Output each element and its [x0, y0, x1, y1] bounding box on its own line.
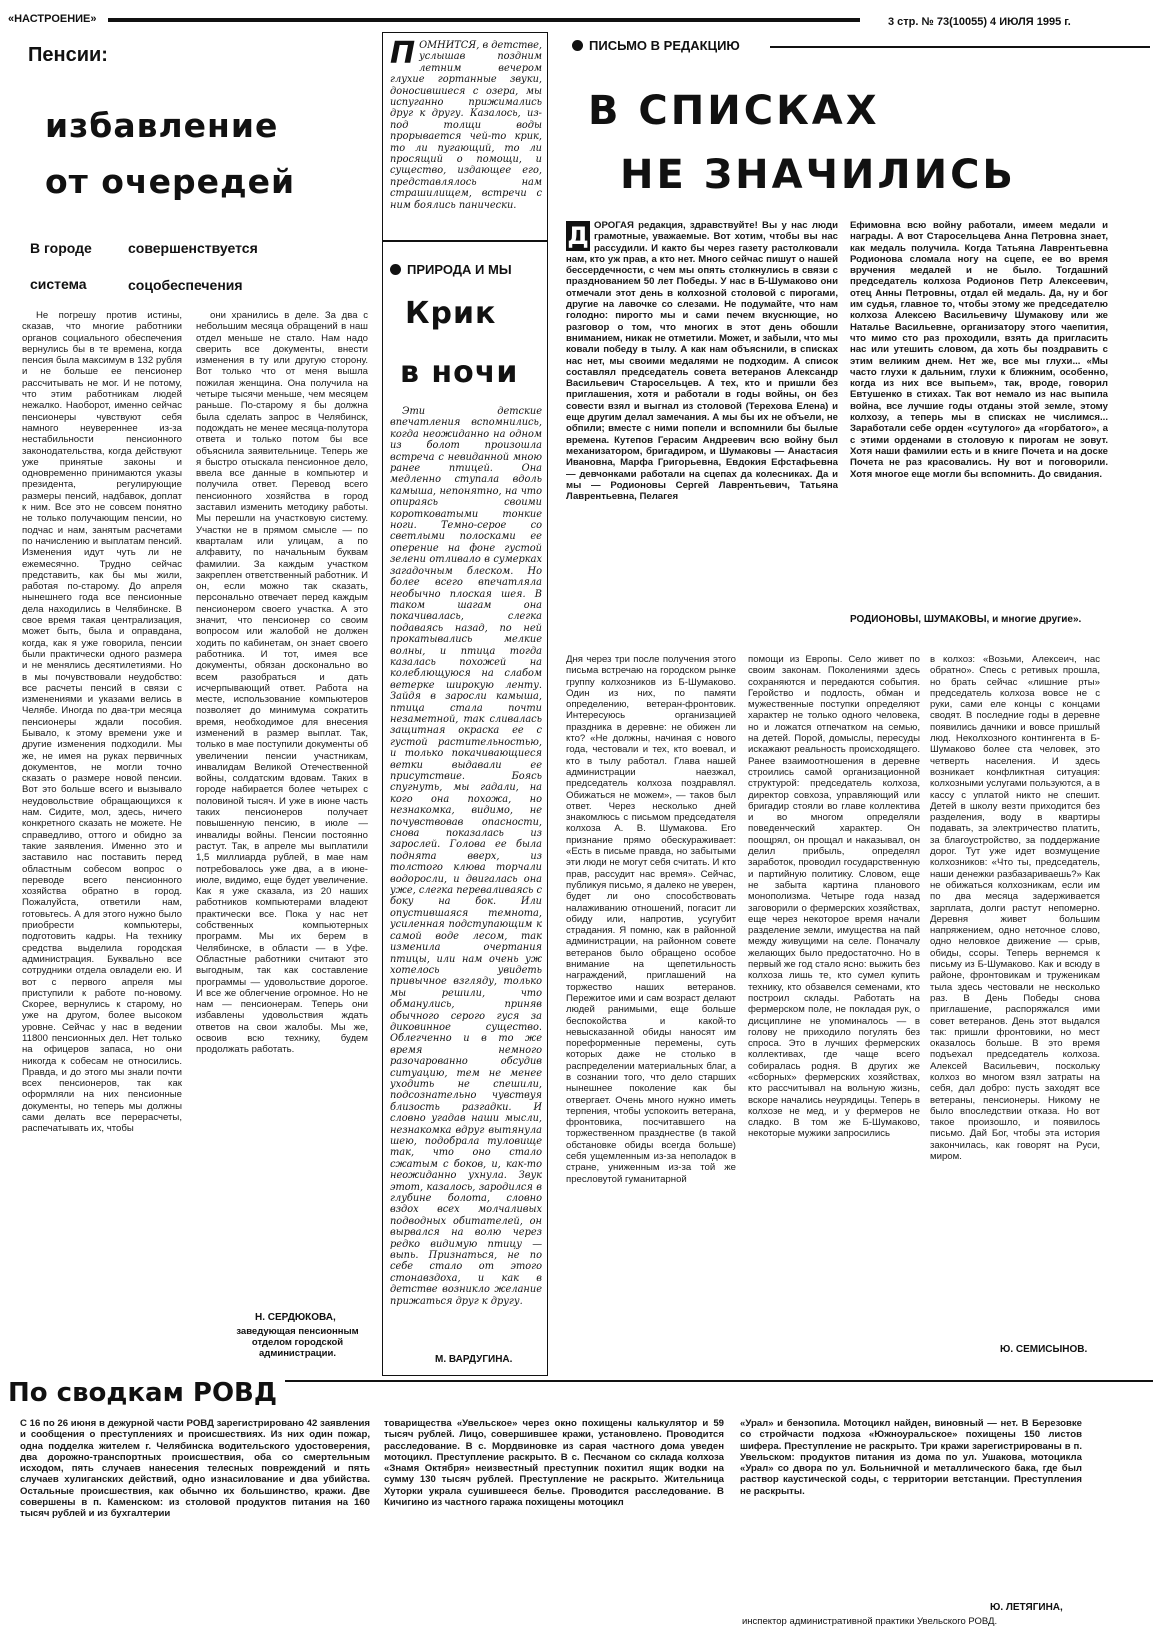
rubric-bullet-icon	[390, 264, 401, 275]
letter-rubric: ПИСЬМО В РЕДАКЦИЮ	[572, 38, 740, 53]
letter-signature: Ю. СЕМИСЫНОВ.	[1000, 1344, 1088, 1355]
pensions-column-1: Не погрешу против истины, сказав, что многие работники органов социального обеспечения вернулись бы в те времена, когда пенсия была максимум в 132 рубля и не больше ее пенсионер рассчитывать не мог. И не потому, что этим работникам людей нежалко. Наоборот, именно сейчас пенсионеры чувствуют себя намного неувереннее из-за нестабильности пенсионного законодательства, когда действуют уже принятые законы и одновременно принимаются указы президента, регулирующие размеры пенсий, надбавок, доплат к ним. Все это не совсем понятно не только получающим пенсии, но подчас и нам, занятым расчетами по начислению и выплатам пенсий. Изменения идут чуть ли не ежемесячно. Трудно сейчас представить, как бы мы жили, работая по-старому. До апреля нынешнего года все пенсионные дела находились в Челябинске. В свое время такая централизация, может быть, была и оправдана, когда, как я уже говорила, пенсии были практически одного размера и не менялись десятилетиями. Но в мы почувствовали неудобство: все расчеты пенсий в связи с изменениями и указами велись в Челябе. Иногда по два-три месяца пенсионеры ждали пособия. Бывало, к этому времени уже и другие изменения подходили. Мы же, не имея на руках первичных документов, не могли точно сказать о размере новой пенсии. Вот это больше всего и вызывало неудовольствие обращающихся к нам. Сидите, мол, здесь, ничего конкретного сказать не можете. Не справедливо, оттого и обидно за такие заявления. Именно это и заставило нас поставить перед областным собесом вопрос о переводе всего пенсионного хозяйства обратно в город. Пожалуйста, ответили нам, готовьтесь. А для этого нужно было приобрести компьютеры, подготовить кадры. На технику средства выделила городская администрация. Буквально все сотрудники отдела овладели ею. И вот с первого апреля мы приступили к работе по-новому. Скорее, вернулись к старому, но уже на другом, более высоком уровне. Сейчас у нас в ведении 11800 пенсионных дел. Нет только на офицеров запаса, но они никогда к собесам не относились. Правда, и до этого мы знали почти всех пенсионеров, так как оформляли на них пенсионные документы, но теперь мы должны сами делать все перерасчеты, распечатывать их, чтобы	[22, 310, 182, 1135]
pensions-title-line1: избавление	[45, 106, 279, 145]
rovd-column-2: товарищества «Увельское» через окно похищены калькулятор и 59 тысяч рублей. Лицо, совершившее кражи, установлено. Проводится расследование. В с. Мордвиновке из сарая частного дома уведен мотоцикл. Преступление раскрыто. В с. Песчаном со склада колхоза «Знамя Октября» неизвестный преступник похитил ящик водки на сумму 130 тысяч рублей. Преступление не раскрыто. Жительница Хуторки украла сушившееся белье. Проводится расследование. В Кичигино из частного гаража похищены мотоцикл	[384, 1418, 724, 1509]
nature-signature: М. ВАРДУГИНА.	[435, 1354, 513, 1365]
section-label: «НАСТРОЕНИЕ»	[8, 13, 97, 25]
nature-title-line2: в ночи	[400, 355, 519, 390]
rovd-title: По сводкам РОВД	[8, 1378, 285, 1408]
header-rule	[108, 18, 860, 22]
pensions-subtitle-1a: В городе	[30, 240, 92, 256]
letter-body-column-2: помощи из Европы. Село живет по своим законам. Поколениями здесь сохраняются и передаются события. Геройство и подлость, обман и мужественные поступки определяют характер не только одного человека, но и ложатся отпечатком на семью, на детей. Порой, домыслы, пересуды искажают реальность происходящего. Ранее взаимоотношения в деревне строились самой организационной структурой: председатель колхоза, директор совхоза, управляющий или бригадир стояли во главе коллектива и во многом определяли поведенческий характер. Он поощрял, он прощал и наказывал, он делил прибыль, определял заработок, проводил государственную и партийную политику. Словом, еще не забыта картина планового монополизма. Четыре года назад заговорили о фермерских хозяйствах, еще через некоторое время начали разделение земли, имущества на пай между живущими на селе. Поначалу желающих было предостаточно. Но в первый же год стало ясно: выжить без колхоза лишь те, кто сумел купить технику, кто обзавелся семенами, кто построил склады. Работать на фермерском поле, не покладая рук, о дисциплине не упоминалось — в голову не приходило погулять без спроса. Это в лучших фермерских коллективах, где чаще всего собиралась родня. В других же «сборных» фермерских хозяйствах, кто рассчитывал на вольную жизнь, вскоре начались неурядицы. Теперь в колхозе не мед, и у фермеров не сладко. В том же Б-Шумаково, некоторые мужики запросились	[748, 654, 920, 1140]
pensions-subtitle-2b: соцобеспечения	[128, 277, 243, 293]
pensions-signature: Н. СЕРДЮКОВА,	[255, 1312, 336, 1323]
letter-title-line2: НЕ ЗНАЧИЛИСЬ	[620, 152, 1016, 198]
letter-lead-column-2: Ефимовна всю войну работали, имеем медали и награды. А вот Старосельцева Анна Петровна знает, как медаль получила. Когда Татьяна Лаврентьевна Родионова сломала ногу на сцепе, ее во время вручения медалей и не было. Тогдашний председатель колхоза Родионов Петр Алексеевич, отец Анны Петровны, отдал ей медаль. Да, ну и бог им судья, главное то, чтобы этому же председателю колхоза Алексею Васильевичу Шумакову или же Наталье Васильевне, организатору этого чаепития, что мимо сто раз проходили, взять да пригласить нас или утешить словом, да хоть бы поздравить с этим великим днем. Нет же, все мы глухи... «Мы часто глухи к дальним, глухи к ближним, особенно, когда из них все выпьем», так, вроде, говорил Евтушенко в стихах. Так вот немало из нас выпила война, все лучшие годы отданы этой земле, этому колхозу, а теперь мы в списках не числимся... Заработали себе орден «сутулого» да «горбатого», а с этими орденами в столовую к пирогам не зовут. Хотя наши фамилии есть и в книге Почета и на доске Почета не раз красовались. Ну вот и поговорили. Хотя многое еще могли бы вспомнить. До свидания.	[850, 220, 1108, 480]
nature-intro	[390, 40, 542, 236]
letter-dropcap: Д	[567, 222, 589, 250]
pensions-signature-role: заведующая пенсионным отделом городской администрации.	[236, 1326, 359, 1359]
rovd-column-1: С 16 по 26 июня в дежурной части РОВД зарегистрировано 42 заявления и сообщения о преступлениях и происшествиях. Из них один пожар, одна подделка жителем г. Челябинска водительского удостоверения, два дорожно-транспортных происшествия, оба со смертельным исходом, пять случаев нанесения телесных повреждений и пять случаев хулиганских действий, одно изнасилование и два убийства. Остальные происшествия, как обычно их большинство, кражи. Две совершены в п. Каменском: из столовой продуктов питания на 160 тысяч рублей и из бухгалтерии	[20, 1418, 370, 1520]
nature-rubric: ПРИРОДА И МЫ	[390, 262, 512, 277]
issue-line: 3 стр. № 73(10055) 4 ИЮЛЯ 1995 г.	[888, 16, 1071, 28]
pensions-subtitle-1b: совершенствуется	[128, 240, 258, 256]
letter-lead-signature: РОДИОНОВЫ, ШУМАКОВЫ, и многие другие».	[850, 614, 1082, 625]
rubric-bullet-icon	[572, 40, 583, 51]
pensions-column-2: они хранились в деле. За два с небольшим месяца обращений в наш отдел меньше не стало. Нам надо сверить все документы, внести изменения в ту или другую сторону. Вот только что от меня вышла пожилая женщина. Она получила на четыре тысячи меньше, чем месяцем раньше. По-старому я бы должна была сделать запрос в Челябинск, подождать не менее месяца-полутора ответа и только потом бы все объяснила заявительнице. Теперь же я быстро отыскала пенсионное дело, ввела все данные в компьютер и получила ответ. Перевод всего пенсионного хозяйства в город заставил изменить методику работы. Мы перешли на участковую систему. Участки не в прямом смысле — по кварталам или улицам, а по алфавиту, по начальным буквам фамилии. За каждым участком закреплен ответственный работник. И он, если можно так сказать, персонально отвечает перед каждым пенсионером своего участка. А это значит, что пенсионер со своим вопросом или жалобой не должен ходить по кабинетам, он знает своего работника. И тот, имея все документы, обязан досконально во всем разобраться и дать исчерпывающий ответ. Работа на месте, использование компьютеров позволяет до минимума сократить время, необходимое для внесения изменений в размер выплат. Так, только в мае поступили документы об увеличении пенсии участникам, инвалидам Великой Отечественной войны, солдатским вдовам. Таких в городе набирается более четырех с половиной тысяч. И уже в июне часть таких пенсионеров получает повышенную пенсию, в июле — инвалиды войны. Пенсии постоянно растут. Так, в апреле мы выплатили 1,5 миллиарда рублей, в мае нам потребовалось уже два, а в июне-июле, видимо, еще будет увеличение. Как я уже сказала, из 20 наших работников компьютерами владеют практически все. Пока у нас нет собственных компьютерных программ. Мы их берем в Челябинске, в области — в Уфе. Областные работники считают это выгодным, так как составление программы — удовольствие дорогое. И все же облегчение огромное. Но не нам — пенсионерам. Теперь они избавлены удовольствия ждать ответов на свои жалобы. Мы же, освоив всю технику, будем продолжать работать.	[196, 310, 368, 1056]
rovd-signature: Ю. ЛЕТЯГИНА,	[990, 1602, 1063, 1613]
pensions-title-line2: от очередей	[45, 162, 296, 201]
rovd-signature-role: инспектор административной практики Увельского РОВД.	[742, 1616, 998, 1627]
letter-body-column-1: Дня через три после получения этого письма встречаю на городском рынке группу колхозников из Б-Шумаково. Один из них, по памяти определению, ветеран-фронтовик. Интересуюсь организацией праздника в деревне: не обижен ли кто? «Не должны, начиная с нового года, честовали и тех, кто воевал, и кто в тылу работал. Глава нашей администрации наезжал, председатель колхоза поздравлял. Обижаться не можем», — таков был ответ. Через несколько дней знакомлюсь с письмом председателя колхоза А. В. Шумакова. Его признание прямо обескураживает: «Есть в письме правда, но забытыми эти люди не могут себя считать. И кто прав, рассудит нас время». Сейчас, публикуя письмо, я далеко не уверен, будет ли оно способствовать налаживанию отношений, погасит ли обиду или, напротив, усугубит страдания. Я помню, как в районной администрации, на районном совете ветеранов было обращено особое внимание на щепетильность награждений, приглашений на торжество наших ветеранов. Пережитое ими и сам возраст делают людей ранимыми, еще больше беспокойства и какой-то невысказанной обиды наносят им пореформенные перемены, суть которых даже не столько в распределении материальных благ, а в сознании того, что дело старших нынешнее поколение как бы отвергает. Очень много нужно иметь терпения, чтобы успокоить ветерана, фронтовика, посчитавшего на торжественном празднестве (в такой обстановке обиды всегда больше) себя ущемленным из-за неполадок в стране, униженным из-за той же пресловутой гуманитарной	[566, 654, 736, 1185]
nature-intro-dropcap: П	[390, 40, 416, 71]
rovd-column-3: «Урал» и бензопила. Мотоцикл найден, виновный — нет. В Березовке со стройчасти подхоза «Южноуральское» похищены 150 листов шифера. Преступление не раскрыто. Три кражи зарегистрированы в п. Увельском: продуктов питания из дома по ул. Ушакова, мотоцикла «Урал» со двора по ул. Больничной и металлического бака, где был раствор каустической соды, с территории ветстанции. Преступления не раскрыты.	[740, 1418, 1082, 1497]
pensions-kicker: Пенсии:	[28, 44, 108, 66]
nature-title-line1: Крик	[405, 296, 497, 331]
letter-title-line1: В СПИСКАХ	[588, 88, 880, 134]
letter-rubric-rule	[770, 46, 1150, 48]
nature-intro-text: ОМНИТСЯ, в детстве, услышав поздним летним вечером глухие гортанные звуки, доносившиеся с озера, мы испуганно прижимались друг к другу. Казалось, из-под толщи воды прорывается чей-то крик, то ли пугающий, то ли просящий о помощи, и существо, издающее его, представлялось нам страшилищем, встречи с ним боялись панически.	[390, 40, 542, 211]
letter-body-column-3: в колхоз: «Возьми, Алексеич, нас обратно». Спесь с ретивых прошла, но брать сейчас «лишние рты» председатель колхоза вовсе не с руки, сами еле концы с концами сводят. В последние годы в деревне появились дачники и вовсе пришлый люд. Неколхозного контингента в Б-Шумаково более ста человек, это четверть населения. И здесь возникает конфликтная ситуация: колхозными услугами пользуются, а в кассу с уплатой никто не спешит. Детей в школу везти приходится без разделения, воду в квартиры подавать, за электричество платить, за благоустройство, за поддержание дорог. Тут уже идет возмущение колхозников: «Что ты, председатель, наши денежки разбазариваешь?» Как не обижаться колхозникам, если им по два месяца задерживается зарплата, долги растут непомерно. Деревня живет большим напряжением, одно неточное слово, одно неловкое движение — срыв, обиды, ссоры. Теперь вернемся к письму из Б-Шумаково. Как и всюду в районе, фронтовикам и труженикам тыла здесь честовали не несколько раз. В День Победы снова приглашение, распоряжался ими совет ветеранов. День этот выдался так: пришли фронтовики, но мест оказалось больше. В это время подъехал председатель колхоза. Алексей Васильевич, поскольку колхоз во многом взял затраты на себя, дал добро: пусть заходят все ветераны, пенсионеры. Никому не было впоследствии отказа. Но вот такое произошло, и появилось письмо. Дай Бог, чтобы эта история закончилась, как говорят на Руси, миром.	[930, 654, 1100, 1163]
nature-divider	[383, 240, 547, 242]
nature-body: Эти детские впечатления вспомнились, когда неожиданно на одном из болот произошла встреча с невиданной мною ранее птицей. Она медленно ступала вдоль камыша, непонятно, на что опираясь своими коротковатыми тонкие ноги. Темно-серое со светлыми полосками ее оперение на фоне густой зелени отливало в сумерках загадочным блеском. Но более всего впечатляла необычно плоская шея. В таком шагам она покачивалась, слегка подаваясь назад, по ней прокатывались мелкие волны, и птица тогда казалась похожей на колеблющуюся на слабом ветерке широкую ленту. Зайдя в заросли камыша, птица стала почти незаметной, так сливалась защитная окраска ее с густой растительностью, и только покачивающиеся ветки выдавали ее присутствие. Боясь спугнуть, мы гадали, на кого она похожа, но незнакомка, видимо, не почувствовав опасности, снова показалась из зарослей. Голова ее была поднята вверх, из толстого клюва торчали водоросли, и двигалась она уже, слегка переваливаясь с боку на бок. Или опустившаяся темнота, усиленная подступающим к самой воде лесом, так изменила очертания птицы, или нам очень уж хотелось увидеть привычное взгляду, только мы решили, что обманулись, приняв обычного серого гуся за диковинное существо. Облегченно и в то же время немного разочарованно обсудив ситуацию, тем не менее уходить не спешили, подсознательно чувствуя близость разгадки. И словно угадав наши мысли, незнакомка вдруг вытянула шею, подобрала туловище так, что оно стало сжатым с боков, и, как-то неожиданно ухнула. Звук этот, казалось, зародился в глубине болота, словно вздох всех молчаливых подводных обитателей, он вырвался на волю через редко видимую птицу — выпь. Признаться, не по себе стало от этого стонавздоха, и как в детстве возникло желание прижаться друг к другу.	[390, 406, 542, 1307]
pensions-subtitle-2a: система	[30, 276, 87, 292]
letter-lead-column-1: Д ОРОГАЯ редакция, здравствуйте! Вы у нас люди грамотные, уважаемые. Вот хотим, чтобы вы нас рассудили. И както бы через газету растолковали нам, кто уж прав, а кто нет. Много сейчас пишут о нашей бессердечности, с чем мы опять столкнулись в связи с празднованием 50 лет Победы. У нас в Б-Шумаково они отмечали этот день в колхозной столовой с пирогами, другие на лавочке со слезами. Не подумайте, что нам голодно: пирогто мы и сами печем вкуснющие, но разговор о том, что многих в этот день обошли вниманием, никак не отметили. Может, и забыли, что мы ковали победу в тылу. А как нам объяснили, в списках нас нет, мы своими медалями не подходим. А список составлял председатель совета ветеранов Александр Васильевич Старосельцев. А тех, кто и пришли без приглашения, хотя и работали в годы войны, он без совести взял и выгнал из столовой (Терехова Елена) и еще другим делал замечания. А мы бы их не объели, не обпили; вместе с ними попели и вспомнили бы былые времена. Кутепов Герасим Андреевич всю войну был механизатором, бригадиром, и Шумаковы — Анастасия Ивановна, Марфа Григорьевна, Евдокия Ефстафьевна — девчонками работали на сцепах да колесниках. Да и мы — Родионовы Сергей Лаврентьевич, Татьяна Лаврентьевна, Пелагея	[566, 220, 838, 503]
